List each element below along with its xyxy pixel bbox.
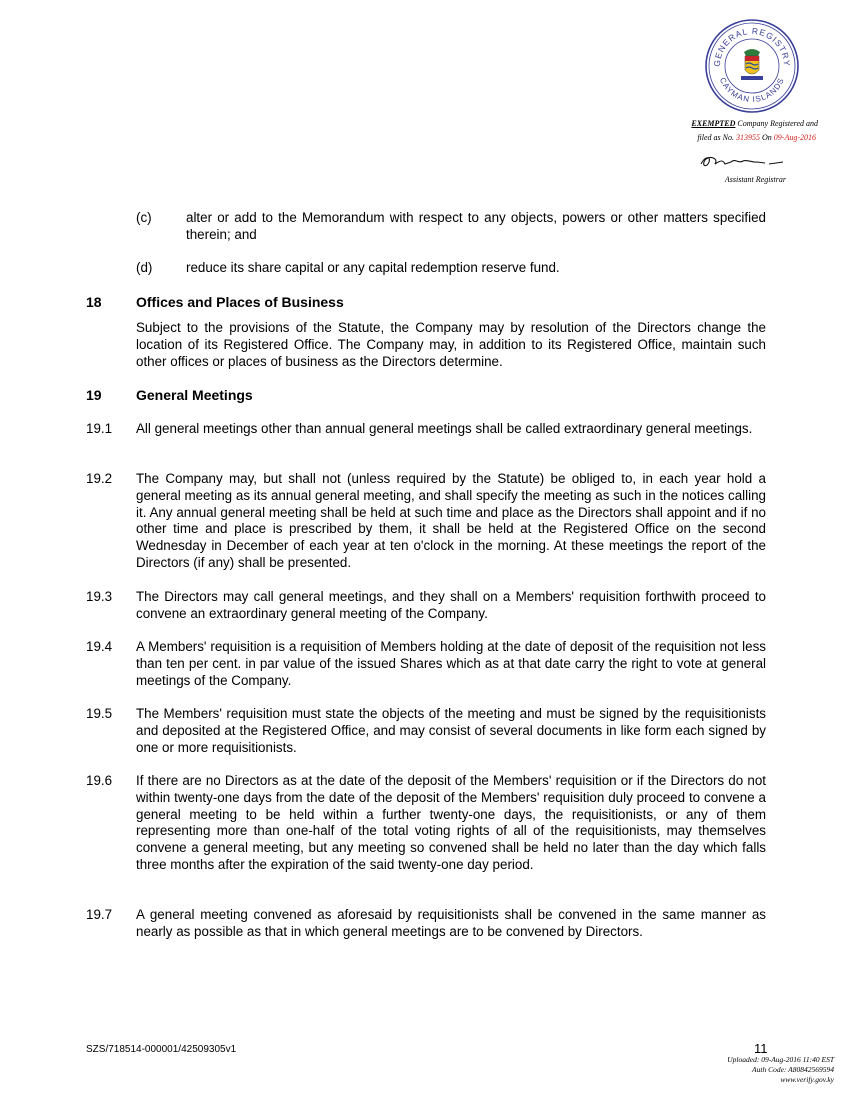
section-18-number: 18	[86, 294, 102, 310]
general-registry-seal	[704, 18, 800, 114]
clause-19-2-text: The Company may, but shall not (unless required by the Statute) be obliged to, in each year hold a general meeting as its annual general meeting, and shall specify the meeting as such in the notices calling it. Any annual general meeting shall be held at such time and place as the Directors shall appoint and if no other time and place is prescribed by them, it shall be held at the Registered Office on the second Wednesday in December of each year at ten o'clock in the morning. At these meetings the report of the Directors (if any) shall be presented.	[136, 471, 766, 570]
coat-of-arms-icon	[741, 49, 763, 80]
stamp-line-1: EXEMPTED Company Registered and	[691, 119, 818, 128]
clause-19-1-text: All general meetings other than annual general meetings shall be called extraordinary general meetings.	[136, 421, 753, 436]
uploaded-timestamp: Uploaded: 09-Aug-2016 11:40 EST	[727, 1055, 834, 1064]
clause-19-6-text: If there are no Directors as at the date of the deposit of the Members' requisition or if the Directors do not within twenty-one days from the date of the deposit of the Members' requisition duly proceed to convene a general meeting to be held within a further twenty-one days, the requisitionists, or any of them representing more than one-half of the total voting rights of all of the requisitionists, may themselves convene a general meeting, but any meeting so convened shall be held no later than the day which falls three months after the expiration of the said twenty-one day period.	[136, 773, 766, 872]
clause-19-4-text: A Members' requisition is a requisition of Members holding at the date of deposit of the requisition not less than ten per cent. in par value of the issued Shares which as at that date carry the right to vote at general meetings of the Company.	[136, 639, 766, 688]
section-19-number: 19	[86, 387, 102, 403]
section-18-title: Offices and Places of Business	[136, 294, 344, 310]
clause-19-6-number: 19.6	[86, 773, 113, 788]
seal-bottom-text: CAYMAN ISLANDS	[717, 76, 787, 105]
upload-verification-stamp	[727, 1055, 834, 1085]
verify-url: www.verify.gov.ky	[780, 1075, 834, 1084]
clause-19-5-number: 19.5	[86, 706, 113, 721]
registrar-signature	[697, 152, 787, 172]
clause-19-4-number: 19.4	[86, 639, 113, 654]
page-number: 11	[754, 1041, 768, 1056]
registration-stamp	[638, 119, 818, 143]
clause-19-7-text: A general meeting convened as aforesaid by requisitionists shall be convened in the same manner as nearly as possible as that in which general meetings are to be convened by Directors.	[136, 907, 766, 939]
clause-19-7-number: 19.7	[86, 907, 113, 922]
svg-text:CAYMAN ISLANDS	[718, 76, 786, 104]
section-19-title: General Meetings	[136, 387, 253, 403]
clause-19-3-text: The Directors may call general meetings, and they shall on a Members' requisition forthwith proceed to convene an extraordinary general meeting of the Company.	[136, 589, 766, 621]
seal-top-text: GENERAL REGISTRY	[711, 25, 793, 68]
item-d-label: (d)	[136, 260, 153, 275]
item-d-text: reduce its share capital or any capital redemption reserve fund.	[186, 260, 560, 275]
document-reference: SZS/718514-000001/42509305v1	[86, 1044, 237, 1055]
section-18-text: Subject to the provisions of the Statute, the Company may by resolution of the Directors change the location of its Registered Office. The Company may, in addition to its Registered Office, maintain such other offices or places of business as the Directors determine.	[136, 320, 766, 369]
auth-code: Auth Code: A80842569594	[752, 1065, 834, 1074]
item-c-label: (c)	[136, 210, 152, 225]
item-c-text: alter or add to the Memorandum with respect to any objects, powers or other matters specified therein; and	[186, 210, 766, 242]
clause-19-5-text: The Members' requisition must state the objects of the meeting and must be signed by the requisitionists and deposited at the Registered Office, and may consist of several documents in like form each signed by one or more requisitionists.	[136, 706, 766, 755]
clause-19-2-number: 19.2	[86, 471, 113, 486]
assistant-registrar-label: Assistant Registrar	[724, 175, 786, 184]
clause-19-1-number: 19.1	[86, 421, 113, 436]
stamp-line-2: filed as No. 313955 On 09-Aug-2016	[697, 133, 816, 142]
clause-19-3-number: 19.3	[86, 589, 113, 604]
